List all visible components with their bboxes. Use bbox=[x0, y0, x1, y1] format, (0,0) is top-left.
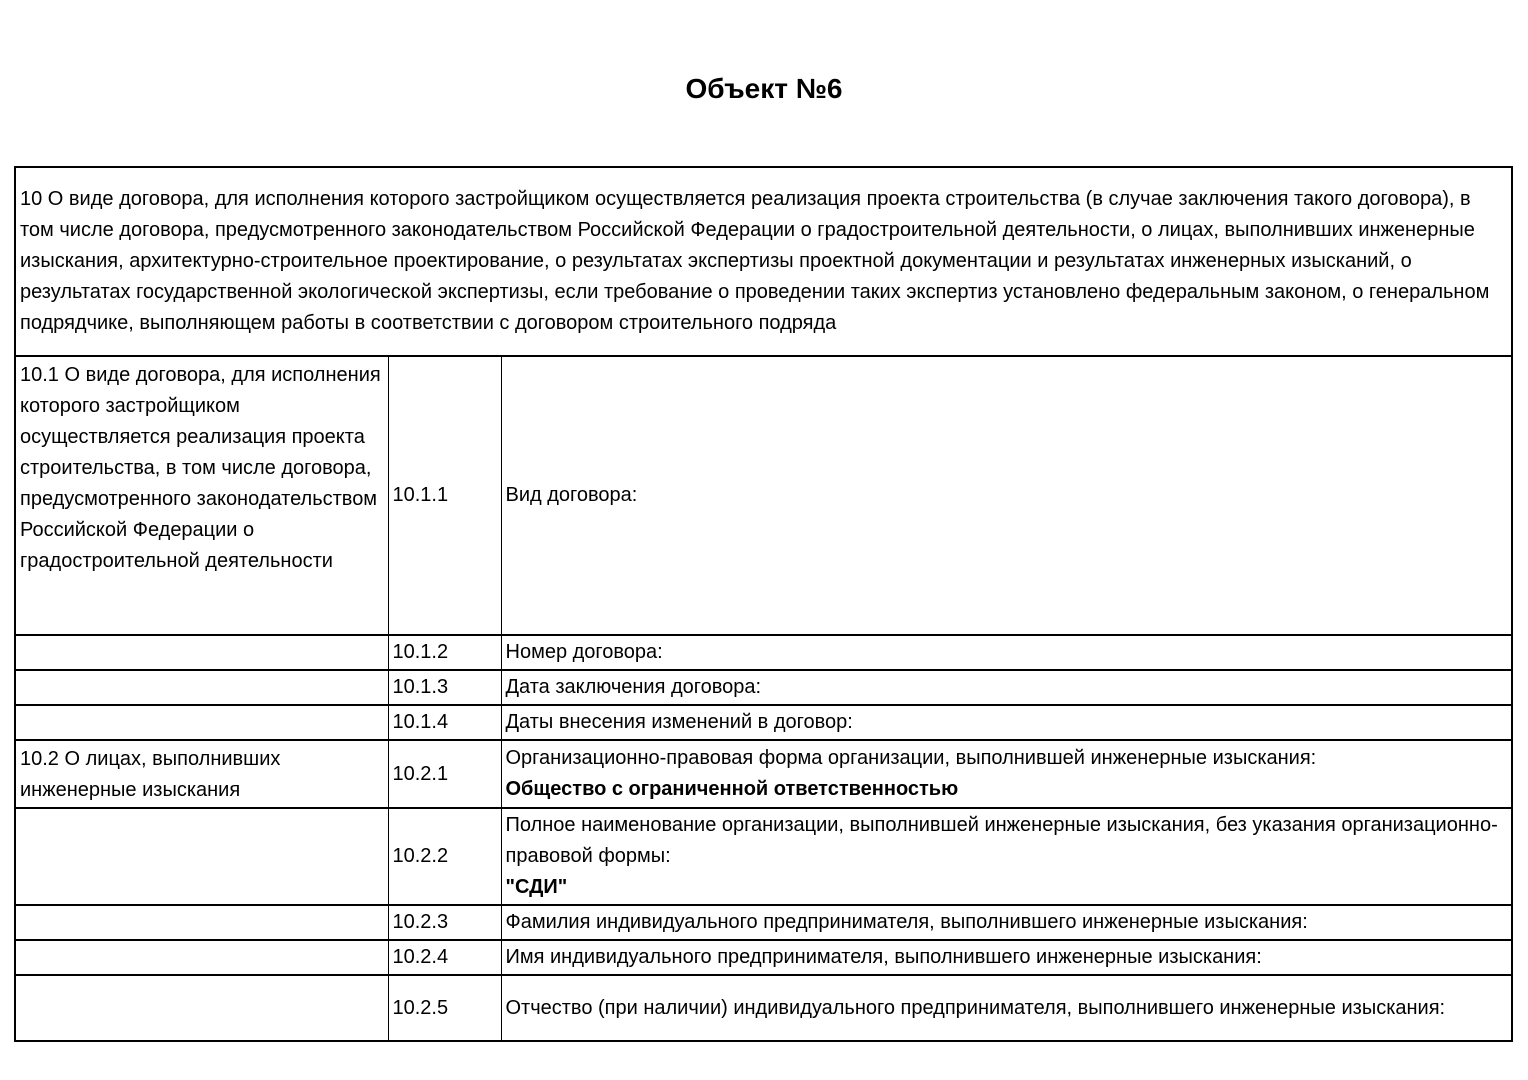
subsection-label-cell bbox=[15, 975, 388, 1041]
item-number-cell: 10.1.3 bbox=[388, 670, 501, 705]
item-question: Организационно-правовая форма организации, выполнившей инженерные изыскания: bbox=[505, 747, 1317, 769]
item-content-cell bbox=[501, 905, 1512, 940]
item-number-cell: 10.2.3 bbox=[388, 905, 501, 940]
table-row bbox=[15, 808, 1512, 905]
subsection-label-cell: 10.2 О лицах, выполнивших инженерные изыскания bbox=[15, 740, 388, 808]
subsection-label-cell bbox=[15, 670, 388, 705]
table-row bbox=[15, 635, 1512, 670]
item-question: Фамилия индивидуального предпринимателя, выполнившего инженерные изыскания: bbox=[505, 911, 1308, 933]
item-number-cell: 10.2.5 bbox=[388, 975, 501, 1041]
section-10-header: 10 О виде договора, для исполнения которого застройщиком осуществляется реализация проекта строительства (в случае заключения такого договора), в том числе договора, предусмотренного законодательством Российской Федерации о градостроительной деятельности, о лицах, выполнивших инженерные изыскания, архитектурно-строительное проектирование, о результатах экспертизы проектной документации и результатах инженерных изысканий, о результатах государственной экологической экспертизы, если требование о проведении таких экспертиз установлено федеральным законом, о генеральном подрядчике, выполняющем работы в соответствии с договором строительного подряда bbox=[15, 167, 1512, 356]
declaration-table bbox=[14, 166, 1513, 1042]
item-content-cell bbox=[501, 670, 1512, 705]
item-number-cell: 10.2.2 bbox=[388, 808, 501, 905]
subsection-label-cell bbox=[15, 635, 388, 670]
item-content-cell bbox=[501, 356, 1512, 635]
item-question: Номер договора: bbox=[505, 641, 663, 663]
table-row bbox=[15, 905, 1512, 940]
item-question: Имя индивидуального предпринимателя, выполнившего инженерные изыскания: bbox=[505, 946, 1262, 968]
item-number-cell: 10.2.1 bbox=[388, 740, 501, 808]
item-question: Даты внесения изменений в договор: bbox=[505, 711, 853, 733]
subsection-label-cell bbox=[15, 940, 388, 975]
item-question: Вид договора: bbox=[505, 484, 638, 506]
item-number-cell: 10.2.4 bbox=[388, 940, 501, 975]
item-content-cell bbox=[501, 740, 1512, 808]
table-row bbox=[15, 940, 1512, 975]
item-question: Дата заключения договора: bbox=[505, 676, 762, 698]
table-row bbox=[15, 705, 1512, 740]
item-number-cell: 10.1.2 bbox=[388, 635, 501, 670]
subsection-label-cell bbox=[15, 905, 388, 940]
table-row bbox=[15, 670, 1512, 705]
item-number-cell: 10.1.4 bbox=[388, 705, 501, 740]
subsection-label-cell bbox=[15, 808, 388, 905]
table-row bbox=[15, 740, 1512, 808]
table-row bbox=[15, 975, 1512, 1041]
item-number-cell: 10.1.1 bbox=[388, 356, 501, 635]
item-content-cell bbox=[501, 705, 1512, 740]
item-question: Отчество (при наличии) индивидуального предпринимателя, выполнившего инженерные изыскания: bbox=[505, 996, 1446, 1019]
item-question: Полное наименование организации, выполнившей инженерные изыскания, без указания организационно-правовой формы: bbox=[505, 814, 1498, 867]
subsection-label-cell: 10.1 О виде договора, для исполнения которого застройщиком осуществляется реализация проекта строительства, в том числе договора, предусмотренного законодательством Российской Федерации о градостроительной деятельности bbox=[15, 356, 388, 635]
item-content-cell bbox=[501, 975, 1512, 1041]
item-value: "СДИ" bbox=[505, 876, 568, 898]
item-content-cell bbox=[501, 940, 1512, 975]
page-title: Объект №6 bbox=[685, 73, 843, 104]
subsection-label-cell bbox=[15, 705, 388, 740]
item-value: Общество с ограниченной ответственностью bbox=[505, 778, 959, 800]
item-content-cell bbox=[501, 635, 1512, 670]
table-row bbox=[15, 356, 1512, 635]
item-content-cell bbox=[501, 808, 1512, 905]
section-header-row bbox=[15, 167, 1512, 356]
